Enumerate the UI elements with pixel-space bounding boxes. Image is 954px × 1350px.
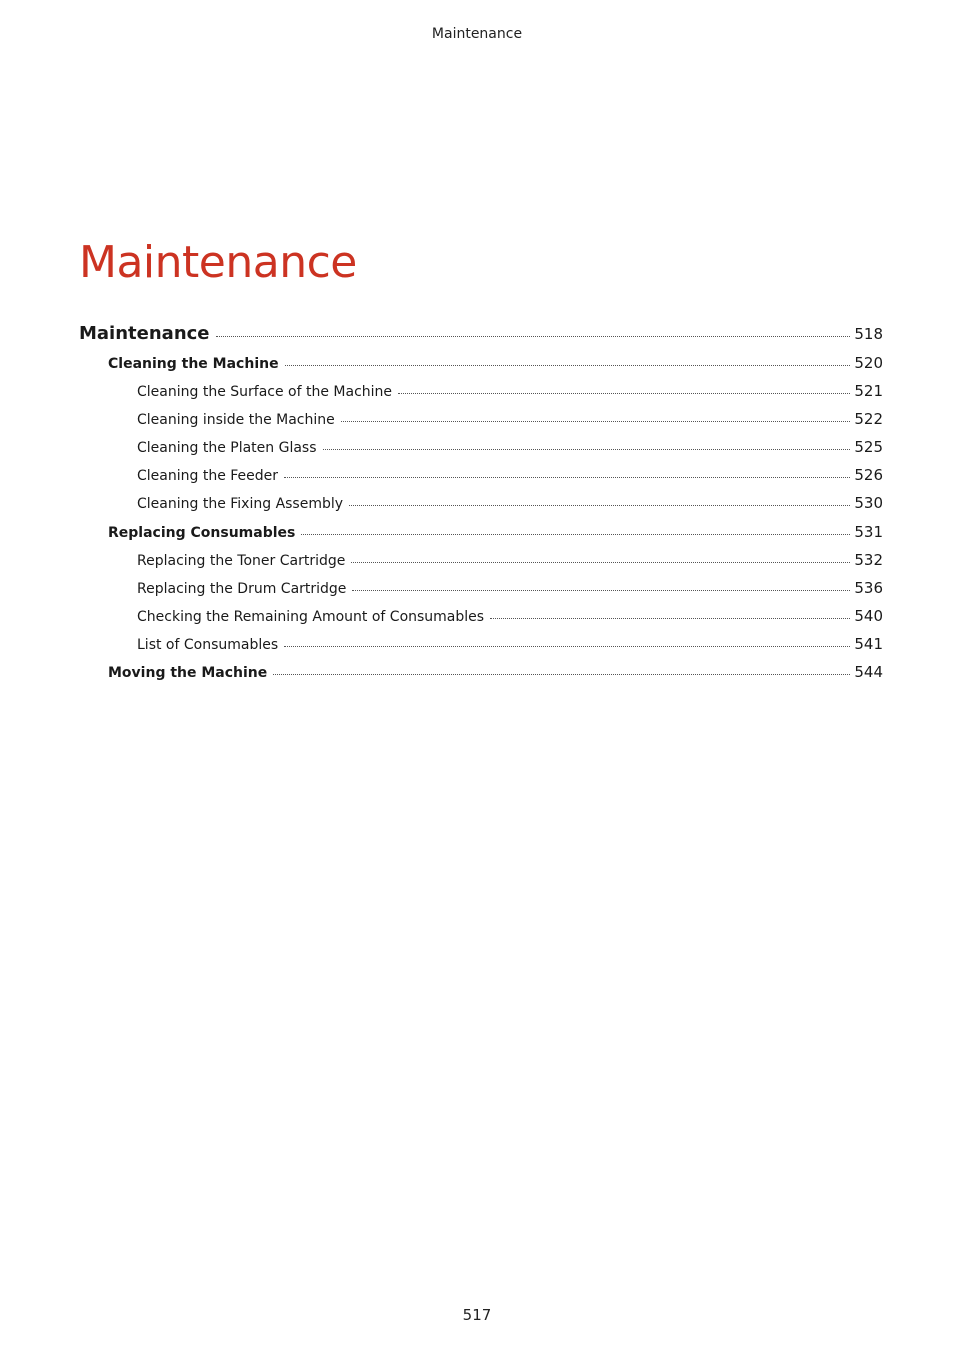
dot-leader [301, 534, 850, 535]
dot-leader [216, 336, 851, 337]
toc-page-number: 530 [854, 494, 883, 513]
toc-entry-replacing-drum[interactable] [79, 574, 883, 602]
toc-page-number: 531 [854, 522, 883, 541]
toc-page-number: 526 [854, 466, 883, 485]
dot-leader [273, 674, 850, 675]
toc-entry-cleaning-inside[interactable] [79, 405, 883, 433]
toc-page-number: 522 [854, 410, 883, 429]
running-header: Maintenance [431, 26, 523, 42]
dot-leader [341, 421, 851, 422]
toc-entry-checking-remaining[interactable] [79, 602, 883, 630]
toc-label: Cleaning the Fixing Assembly [137, 496, 344, 513]
toc-page-number: 536 [854, 578, 883, 597]
dot-leader [351, 562, 850, 563]
toc-entry-cleaning-platen-glass[interactable] [79, 433, 883, 461]
toc-entry-replacing-consumables[interactable] [79, 518, 883, 546]
dot-leader [490, 618, 850, 619]
toc-entry-list-of-consumables[interactable] [79, 630, 883, 658]
toc-label: Cleaning the Platen Glass [137, 440, 317, 457]
toc-label: Checking the Remaining Amount of Consumables [137, 608, 485, 625]
toc-page-number: 544 [854, 663, 883, 682]
toc-entry-cleaning-feeder[interactable] [79, 461, 883, 489]
toc-page-number: 540 [854, 606, 883, 625]
toc-entry-moving-the-machine[interactable] [79, 658, 883, 686]
toc-entry-cleaning-the-machine[interactable] [79, 349, 883, 377]
toc-entry-maintenance[interactable] [79, 319, 883, 349]
toc-page-number: 525 [854, 438, 883, 457]
dot-leader [349, 505, 850, 506]
toc-entry-cleaning-surface[interactable] [79, 377, 883, 405]
toc-page-number: 520 [854, 354, 883, 372]
toc-page-number: 521 [854, 382, 883, 401]
toc-label: Replacing Consumables [108, 524, 296, 541]
toc-label: List of Consumables [137, 636, 279, 653]
toc-page-number: 518 [854, 325, 883, 343]
toc-entry-replacing-toner[interactable] [79, 546, 883, 574]
toc-page-number: 532 [854, 550, 883, 569]
dot-leader [284, 477, 850, 478]
toc-label: Moving the Machine [108, 665, 268, 682]
dot-leader [285, 365, 851, 366]
toc-entry-cleaning-fixing-assembly[interactable] [79, 489, 883, 517]
dot-leader [352, 590, 850, 591]
dot-leader [284, 646, 850, 647]
chapter-title: Maintenance [79, 237, 357, 288]
table-of-contents [79, 319, 883, 686]
toc-label: Cleaning inside the Machine [137, 412, 335, 429]
page-number: 517 [462, 1306, 492, 1324]
toc-page-number: 541 [854, 634, 883, 653]
toc-label: Cleaning the Surface of the Machine [137, 384, 393, 401]
toc-label: Replacing the Toner Cartridge [137, 552, 346, 569]
dot-leader [398, 393, 850, 394]
toc-label: Cleaning the Feeder [137, 468, 279, 485]
toc-label: Cleaning the Machine [108, 356, 279, 372]
toc-label: Maintenance [79, 323, 210, 344]
dot-leader [323, 449, 851, 450]
toc-label: Replacing the Drum Cartridge [137, 580, 347, 597]
